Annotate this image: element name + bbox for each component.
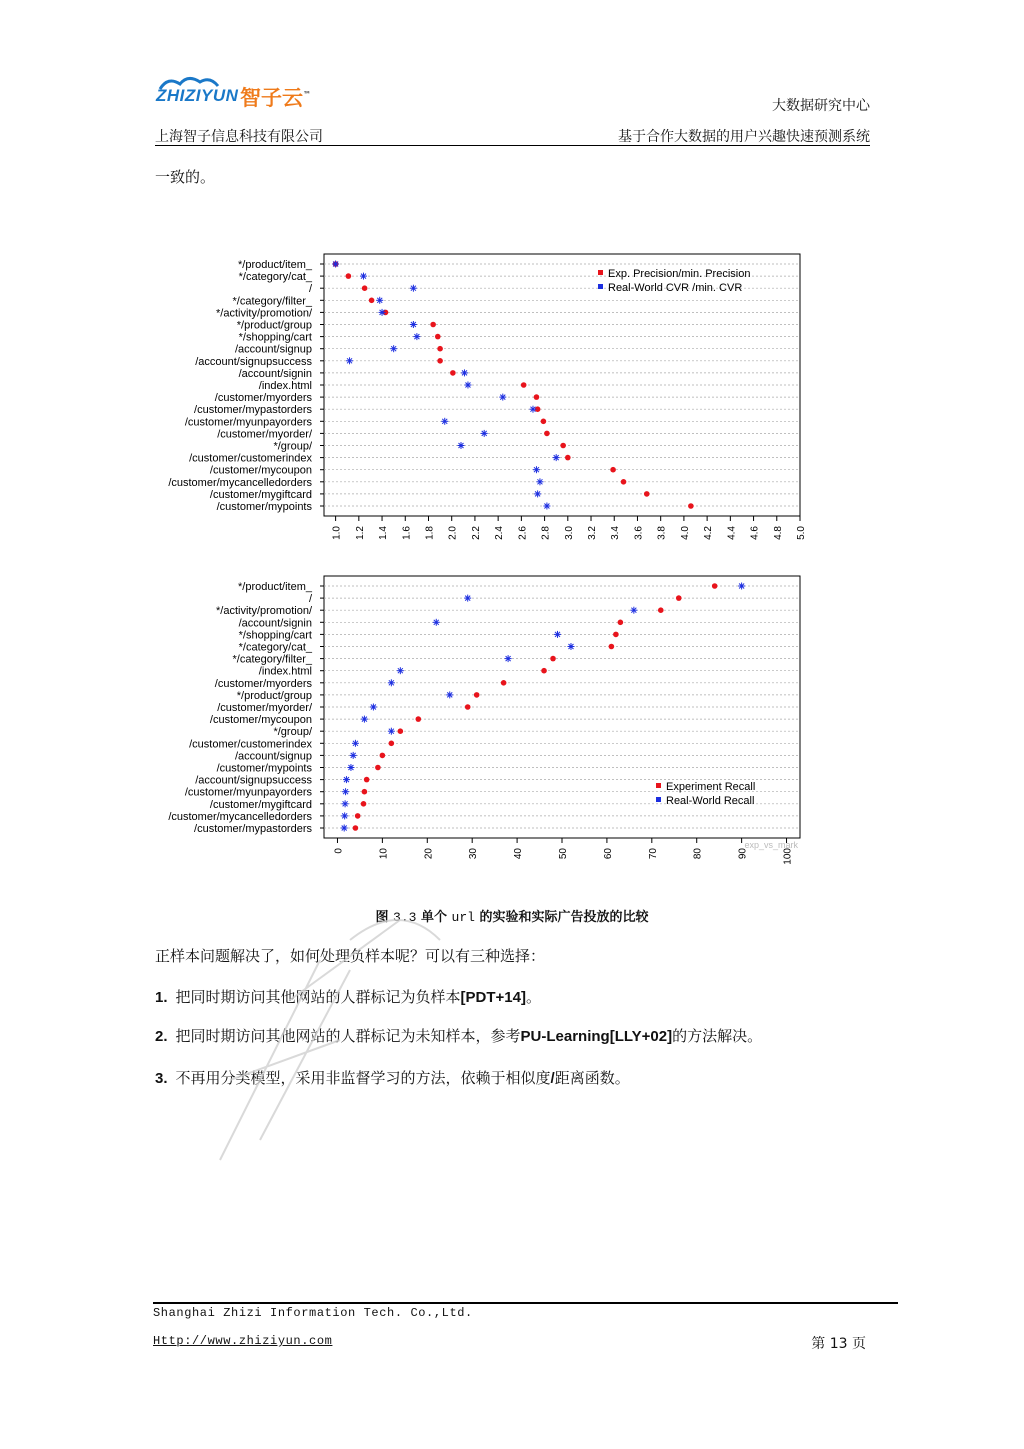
y-tick-label: /customer/mycancelledorders [168,810,312,823]
data-point [618,620,624,626]
data-point [554,631,561,638]
x-tick-label: 30 [468,848,480,860]
y-tick-label: /index.html [258,665,312,678]
x-tick-label: 2.0 [447,526,459,540]
data-point [437,358,443,364]
x-tick-label: 3.8 [656,526,668,540]
data-point [644,491,650,497]
y-tick-label: */category/cat_ [238,271,312,284]
x-tick-label: 1.6 [401,526,413,540]
y-tick-label: */product/item_ [238,259,312,271]
data-point [435,334,441,340]
x-tick-label: 20 [423,848,435,860]
data-point [534,490,541,497]
data-point [360,273,367,280]
x-tick-label: 4.2 [703,526,715,540]
data-point [712,583,718,589]
x-tick-label: 50 [558,848,569,860]
x-tick-label: 60 [602,848,614,860]
data-point [388,679,395,686]
data-point [450,370,456,376]
y-tick-label: /customer/myorder/ [217,428,312,441]
data-point [410,285,417,292]
data-point [376,297,383,304]
y-tick-label: /customer/myorders [214,392,312,405]
legend-label: Exp. Precision/min. Precision [608,268,751,280]
y-tick-label: */shopping/cart [238,629,312,642]
legend-label: Real-World Recall [666,795,755,807]
data-point [361,716,368,723]
chart-note: exp_vs_mark [744,840,798,850]
data-point [610,467,616,473]
y-tick-label: /customer/mycoupon [209,714,312,727]
y-tick-label: */product/group [236,319,312,332]
data-point [630,607,637,614]
x-tick-label: 5.0 [796,526,807,540]
y-tick-label: */activity/promotion/ [216,307,312,320]
data-point [364,777,370,783]
x-tick-label: 2.2 [470,526,482,540]
y-tick-label: /account/signin [238,367,312,380]
y-tick-label: /customer/mypoints [216,762,312,775]
data-point [474,692,480,698]
data-point [390,345,397,352]
document-title: 基于合作大数据的用户兴趣快速预测系统 [618,129,870,145]
x-tick-label: 3.2 [587,526,599,540]
list-item: 2. 把同时期访问其他网站的人群标记为未知样本，参考PU-Learning[LLY+02]的方法解决。 [155,1027,763,1045]
data-point [410,321,417,328]
footer-divider [153,1302,898,1304]
data-point [397,667,404,674]
figure-caption: 图 3.3 单个 url 的实验和实际广告投放的比较 [375,910,649,925]
data-point [501,680,507,686]
header-divider [155,145,870,146]
data-point [375,765,381,771]
data-point [553,454,560,461]
y-tick-label: */shopping/cart [238,331,312,344]
x-tick-label: 10 [378,848,390,860]
footer-url-link[interactable]: Http://www.zhiziyun.com [153,1334,333,1348]
intro-text: 一致的。 [155,168,216,186]
x-tick-label: 1.0 [331,526,343,540]
x-tick-label: 80 [692,848,704,860]
company-name: 上海智子信息科技有限公司 [155,129,323,145]
data-point [416,716,422,722]
data-point [355,813,361,819]
data-point [350,752,357,759]
y-tick-label: /customer/mypastorders [194,823,312,835]
y-tick-label: */product/item_ [238,581,312,593]
data-point [567,643,574,650]
legend-label: Experiment Recall [666,781,756,793]
data-point [465,704,471,710]
data-point [343,776,350,783]
y-tick-label: /account/signup [234,343,312,356]
data-point [413,333,420,340]
y-tick-label: /account/signupsuccess [195,774,312,787]
data-point [609,644,615,650]
data-point [362,789,368,795]
x-tick-label: 100 [782,848,794,865]
logo-text-en: ZHIZIYUN [156,86,239,105]
y-tick-label: / [308,283,312,296]
data-point [346,273,352,279]
data-point [533,466,540,473]
chart-recall-svg [150,572,810,882]
data-point [341,812,348,819]
data-point [380,753,386,759]
data-point [676,595,682,601]
chart-recall [150,572,810,886]
data-point [437,346,443,352]
y-tick-label: */group/ [273,440,312,453]
data-point [499,394,506,401]
legend-swatch [656,797,661,802]
list-item: 1. 把同时期访问其他网站的人群标记为负样本[PDT+14]。 [155,988,541,1006]
y-tick-label: */category/cat_ [238,641,312,654]
x-tick-label: 4.8 [772,526,784,540]
data-point [534,394,540,400]
list-item: 3. 不再用分类模型，采用非监督学习的方法，依赖于相似度/距离函数。 [155,1069,630,1087]
x-tick-label: 2.6 [517,526,529,540]
data-point [505,655,512,662]
chart-precision [150,250,810,564]
y-tick-label: */product/group [236,689,312,702]
data-point [342,800,349,807]
data-point [433,619,440,626]
paragraph: 正样本问题解决了，如何处理负样本呢？可以有三种选择： [155,947,546,965]
x-tick-label: 70 [647,848,659,860]
data-point [738,583,745,590]
data-point [361,801,367,807]
y-tick-label: */group/ [273,726,312,739]
legend-swatch [656,783,661,788]
data-point [341,825,348,832]
y-tick-label: /index.html [258,380,312,392]
y-tick-label: /customer/customerindex [189,738,312,751]
data-point [541,419,547,425]
y-tick-label: /customer/mypastorders [194,404,312,417]
y-tick-label: /customer/mycancelledorders [168,476,312,489]
data-point [342,788,349,795]
x-tick-label: 4.4 [726,526,738,540]
y-tick-label: */category/filter_ [232,295,312,308]
data-point [379,309,386,316]
data-point [388,728,395,735]
data-point [621,479,627,485]
page-number: 第 13 页 [811,1336,866,1352]
legend-label: Real-World CVR /min. CVR [608,282,743,294]
data-point [560,443,566,449]
data-point [362,285,368,291]
data-point [398,728,404,734]
y-tick-label: */category/filter_ [232,653,312,666]
x-tick-label: 4.0 [679,526,691,540]
footer-company-en: Shanghai Zhizi Information Tech. Co.,Ltd. [153,1306,473,1320]
y-tick-label: /customer/mycoupon [209,464,312,477]
legend-swatch [598,270,603,275]
x-tick-label: 1.4 [378,526,390,540]
data-point [536,478,543,485]
data-point [543,503,550,510]
x-tick-label: 1.8 [424,526,436,540]
x-tick-label: 3.6 [633,526,645,540]
y-tick-label: /customer/mypoints [216,501,312,513]
y-tick-label: */activity/promotion/ [216,605,312,618]
x-tick-label: 40 [513,848,525,860]
data-point [688,503,694,509]
y-tick-label: /account/signin [238,617,312,630]
y-tick-label: /account/signupsuccess [195,355,312,368]
data-point [346,357,353,364]
x-tick-label: 2.4 [494,526,506,540]
legend-swatch [598,284,603,289]
data-point [544,431,550,437]
data-point [370,704,377,711]
data-point [481,430,488,437]
data-point [347,764,354,771]
data-point [461,369,468,376]
research-center-label: 大数据研究中心 [772,98,870,114]
data-point [464,595,471,602]
x-tick-label: 3.4 [610,526,622,540]
y-tick-label: /customer/myorder/ [217,702,312,714]
data-point [353,825,359,831]
data-point [565,455,571,461]
data-point [658,607,664,613]
data-point [332,261,339,268]
y-tick-label: /customer/myorders [214,677,312,690]
y-tick-label: /customer/myunpayorders [184,786,312,799]
y-tick-label: /customer/mygiftcard [209,798,312,811]
data-point [521,382,527,388]
y-tick-label: /customer/customerindex [189,452,312,465]
data-point [464,382,471,389]
x-tick-label: 2.8 [540,526,552,540]
data-point [441,418,448,425]
data-point [457,442,464,449]
logo-text-cn: 智子云™ [240,86,311,110]
data-point [352,740,359,747]
y-tick-label: /customer/myunpayorders [184,416,312,429]
data-point [613,632,619,638]
data-point [550,656,556,662]
data-point [369,298,375,304]
y-tick-label: /customer/mygiftcard [209,488,312,501]
data-point [430,322,436,328]
x-tick-label: 3.0 [563,526,575,540]
data-point [529,406,536,413]
y-tick-label: /account/signup [234,750,312,763]
data-point [389,741,395,747]
data-point [541,668,547,674]
x-tick-label: 0 [333,848,345,854]
x-tick-label: 4.6 [749,526,761,540]
data-point [446,691,453,698]
chart-precision-svg [150,250,810,560]
x-tick-label: 1.2 [354,526,366,540]
y-tick-label: / [308,593,312,606]
x-tick-label: 90 [737,848,749,860]
